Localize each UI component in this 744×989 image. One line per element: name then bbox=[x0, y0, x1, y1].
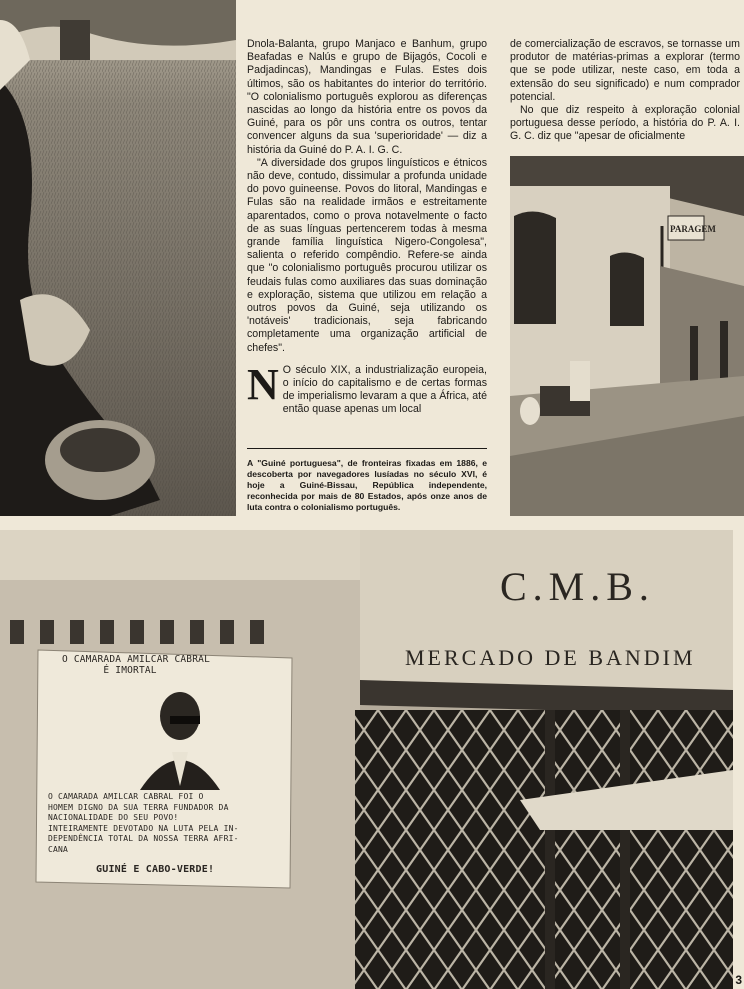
photo-caption: A "Guiné portuguesa", de fronteiras fixadas em 1886, e descoberta por navegadores lusíadas no século XVI, é hoje a Guiné-Bissau, República independente, reconhecida por mais de 80 Estados, após onze anos de luta contra o colonialismo português. bbox=[247, 458, 487, 512]
paragraph: "A diversidade dos grupos linguísticos e étnicos não deve, contudo, dissimular a profunda unidade do povo guineense. Povos do litoral, Mandingas e Fulas são na realidade irmãos e estreitamente aparentados, como o prova notavelmente o facto de as suas línguas pertencerem todas à mesma grande família linguística Nigero-Congolesa", salienta o referido compêndio. Refere-se ainda que "o colonialismo português procurou utilizar os feudais fulas como auxiliares das suas dominação e exploração, sistema que utilizou em relação a outros povos da Guiné, seja utilizando os 'notáveis' tradicionais, seja fabricando completamente uma organização artificial de chefes". bbox=[247, 156, 487, 354]
photo-person-on-grass bbox=[0, 0, 236, 516]
page-number: 3 bbox=[735, 973, 742, 987]
paragem-sign: PARAGEM bbox=[670, 224, 716, 234]
article-column-middle bbox=[247, 38, 487, 417]
paragraph: Dnola-Balanta, grupo Manjaco e Banhum, grupo Beafadas e Nalús e grupo de Bijagós, Cocoli e Padjadincas), Mandingas e Fulas. Estes dois últimos, são os habitantes do interior do território. "O colonialismo português explorou as diferenças nascidas ao longo da história entre os povos da Guiné, para os pôr uns contra os outros, tentar convencer alguns da sua 'superioridade' — diz a história da Guiné do P. A. I. G. C. bbox=[247, 38, 487, 156]
mercado-sign: MERCADO DE BANDIM bbox=[405, 645, 696, 670]
paragraph: de comercialização de escravos, se tornasse um produtor de matérias-primas a explorar (termo que se pode utilizar, neste caso, em toda a extensão do seu significado) e num comprador potencial. bbox=[510, 38, 740, 103]
article-column-right bbox=[510, 38, 740, 144]
photo-street-building bbox=[510, 156, 744, 516]
banner-header: O CAMARADA AMILCAR CABRAL É IMORTAL bbox=[62, 654, 210, 676]
cmb-sign: C.M.B. bbox=[500, 564, 655, 609]
paragraph-dropcap bbox=[247, 359, 487, 417]
banner-footer: GUINÉ E CABO-VERDE! bbox=[96, 864, 215, 875]
banner-body: O CAMARADA AMILCAR CABRAL FOI O HOMEM DIGNO DA SUA TERRA FUNDADOR DA NACIONALIDADE DO SEU POVO! INTEIRAMENTE DEVOTADO NA LUTA PELA IN- DEPENDÊNCIA TOTAL DA NOSSA TERRA AFRI- CANA bbox=[48, 792, 239, 854]
paragraph: No que diz respeito à exploração colonial portuguesa desse período, a história do P. A. I. G. C. diz que "apesar de oficialmente bbox=[510, 104, 740, 143]
caption-rule bbox=[247, 448, 487, 449]
photo-mercado-bandim bbox=[0, 530, 733, 989]
drop-cap: N bbox=[247, 359, 279, 409]
paragraph-text: O século XIX, a industrialização europeia, o início do capitalismo e de certas formas de imperialismo levaram a que a África, até então quase apenas um local bbox=[282, 363, 487, 416]
